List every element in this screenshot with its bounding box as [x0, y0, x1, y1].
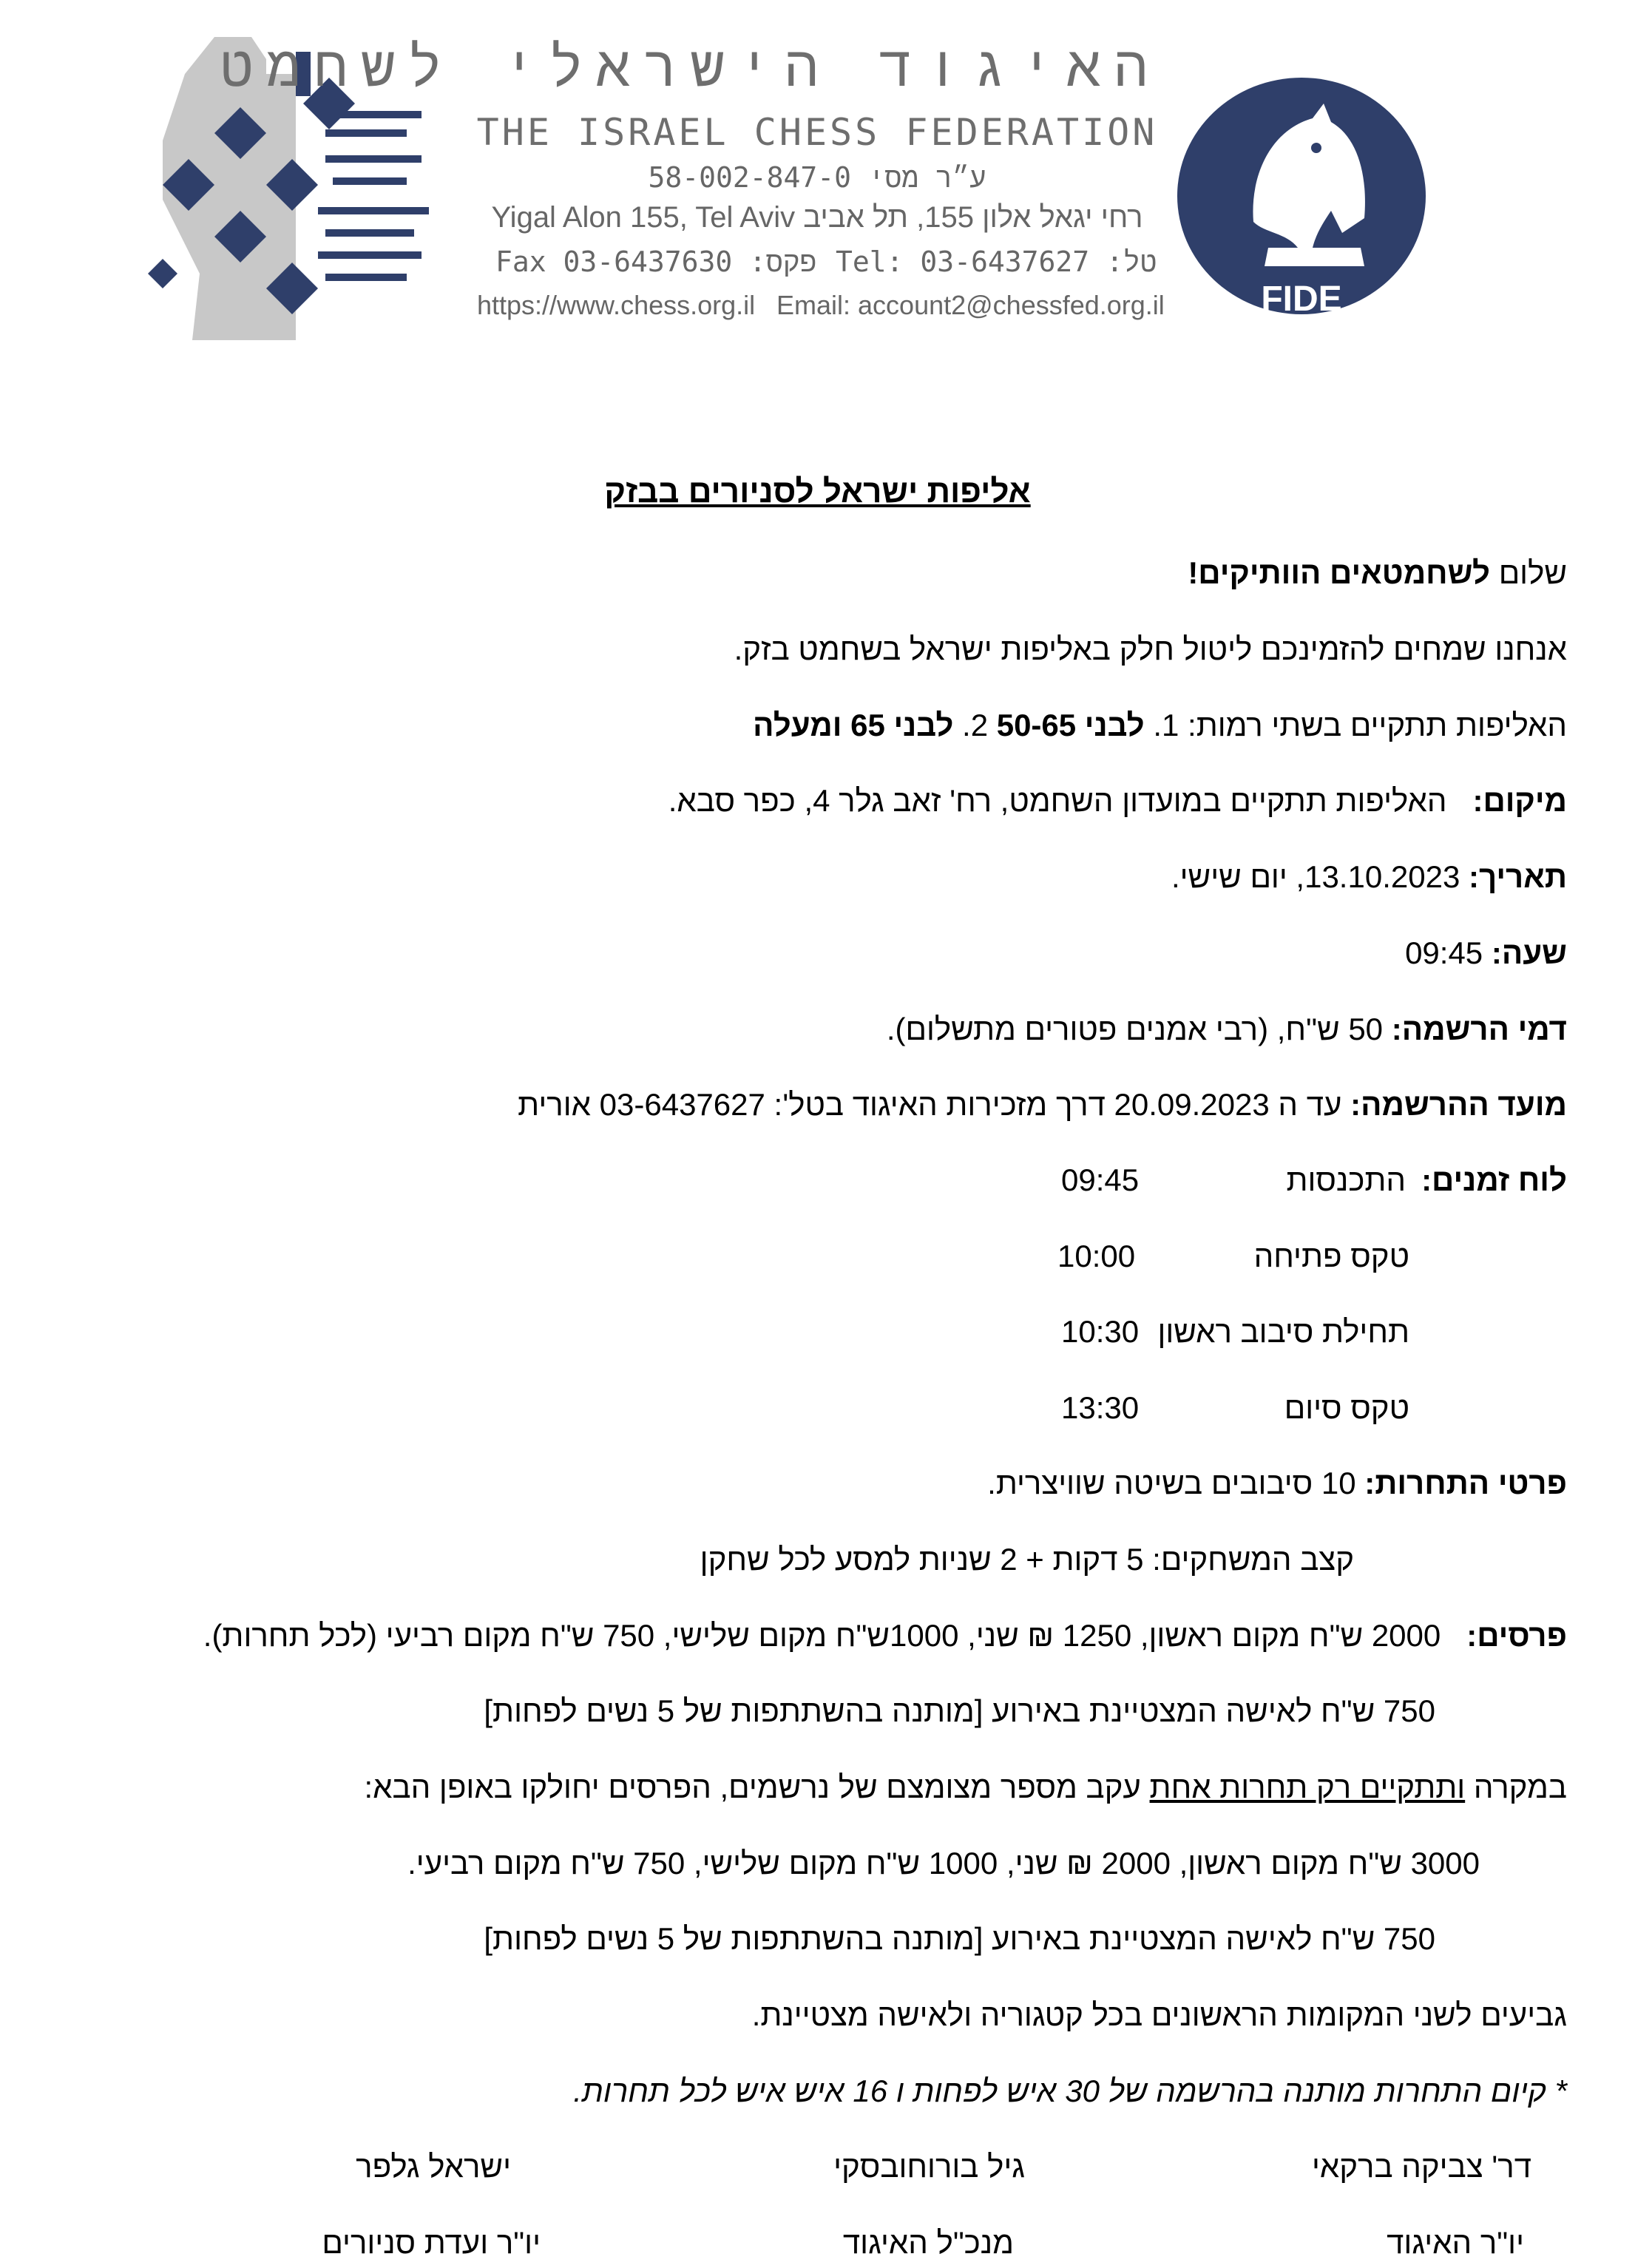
date-text: 13.10.2023, יום שישי.: [1171, 859, 1460, 894]
fide-logo: [1176, 63, 1427, 329]
location-line: [668, 780, 1567, 822]
levels-mid: 2.: [962, 708, 989, 742]
prizes-line: [203, 1615, 1567, 1656]
details-line: [987, 1463, 1567, 1504]
single-suffix: עקב מספר מצומצם של נרשמים, הפרסים יחולקו באופן הבא:: [364, 1770, 1141, 1804]
single-prizes-line: 3000 ש"ח מקום ראשון, 2000 ₪ שני, 1000 ש"ח מקום שלישי, 750 ש"ח מקום רביעי.: [407, 1846, 1480, 1881]
schedule-event: טקס פתיחה: [1253, 1239, 1409, 1273]
levels-line: [753, 705, 1567, 746]
header-title-hebrew: האיגוד הישראלי לשחמט: [220, 33, 1161, 99]
details-label: פרטי התחרות:: [1364, 1466, 1567, 1500]
schedule-row: [1421, 1160, 1567, 1201]
schedule-event: תחילת סיבוב ראשון: [1157, 1314, 1409, 1349]
fide-logo-text: FIDE: [1261, 280, 1342, 319]
deadline-text: עד ה 20.09.2023 דרך מזכירות האיגוד בטל': 03-6437627 אורית: [518, 1087, 1342, 1122]
letterhead: [0, 0, 1635, 355]
signature-role: יו"ר ועדת סניורים: [322, 2225, 541, 2260]
level-2: לבני 65 ומעלה: [753, 708, 954, 742]
signature-role: יו"ר האיגוד: [1387, 2225, 1524, 2260]
deadline-label: מועד ההרשמה:: [1350, 1087, 1567, 1122]
header-fax: Fax 03-6437630 :פקס: [495, 246, 817, 278]
level-1: לבני 50-65: [996, 708, 1145, 742]
schedule-time: 09:45: [1061, 1162, 1140, 1197]
greeting-line: [1188, 552, 1567, 594]
location-text: האליפות תתקיים במועדון השחמט, רח' זאב גלר 4, כפר סבא.: [668, 783, 1447, 818]
single-competition-line: [364, 1767, 1567, 1808]
schedule-event: התכנסות: [1286, 1162, 1406, 1197]
levels-prefix: האליפות תתקיים בשתי רמות: 1.: [1153, 708, 1567, 742]
signature-name: גיל בורוחובסקי: [833, 2149, 1025, 2184]
header-amuta-number: ע״ר מסי 58-002-847-0: [648, 161, 986, 194]
single-prefix: במקרה: [1473, 1770, 1567, 1804]
details-text: 10 סיבובים בשיטה שוויצרית.: [987, 1466, 1356, 1500]
schedule-time: 10:30: [1061, 1314, 1140, 1349]
fee-text: 50 ש"ח, (רבי אמנים פטורים מתשלום).: [886, 1012, 1384, 1046]
invitation-line: אנחנו שמחים להזמינכם ליטול חלק באליפות ישראל בשחמט בזק.: [734, 632, 1567, 666]
greeting-bold: לשחמטאים הוותיקים!: [1188, 555, 1491, 590]
fee-label: דמי הרשמה:: [1391, 1012, 1567, 1046]
woman-prize-line-2: 750 ש"ח לאישה המצטיינת באירוע [מותנה בהשתתפות של 5 נשים לפחות]: [484, 1921, 1435, 1956]
header-tel: Tel: 03-6437627 :טל: [836, 246, 1157, 278]
schedule-time: 10:00: [1057, 1239, 1136, 1273]
fee-line: [887, 1009, 1567, 1050]
location-label: מיקום:: [1472, 783, 1567, 818]
date-line: [1171, 856, 1567, 898]
signature-role: מנכ"ל האיגוד: [842, 2225, 1014, 2260]
header-title-english: THE ISRAEL CHESS FEDERATION: [476, 111, 1158, 154]
deadline-line: [518, 1084, 1567, 1125]
prizes-text: 2000 ש"ח מקום ראשון, 1250 ₪ שני, 1000ש"ח מקום שלישי, 750 ש"ח מקום רביעי (לכל תחרות).: [203, 1618, 1441, 1653]
time-label: שעה:: [1491, 935, 1567, 970]
schedule-event: טקס סיום: [1284, 1390, 1409, 1425]
schedule-time: 13:30: [1061, 1390, 1140, 1425]
schedule-label: לוח זמנים:: [1421, 1162, 1567, 1197]
signature-name: דר' צביקה ברקאי: [1312, 2149, 1531, 2184]
document-title: אליפות ישראל לסניורים בבזק: [604, 473, 1031, 510]
note-line: * קיום התחרות מותנה בהרשמה של 30 איש לפחות ו 16 איש איש לכל תחרות.: [573, 2074, 1567, 2108]
greeting-prefix: שלום: [1498, 555, 1567, 590]
single-underlined: ותתקיים רק תחרות אחת: [1149, 1770, 1466, 1804]
header-email[interactable]: Email: account2@chessfed.org.il: [776, 290, 1165, 320]
time-line: [1405, 932, 1567, 974]
prizes-label: פרסים:: [1466, 1618, 1567, 1653]
date-label: תאריך:: [1468, 859, 1567, 894]
woman-prize-line: 750 ש"ח לאישה המצטיינת באירוע [מותנה בהשתתפות של 5 נשים לפחות]: [484, 1693, 1435, 1728]
header-address: Yigal Alon 155, Tel Aviv רחי יגאל אלון 155, תל אביב: [491, 201, 1143, 234]
header-website[interactable]: https://www.chess.org.il: [477, 290, 756, 320]
pace-line: קצב המשחקים: 5 דקות + 2 שניות למסע לכל שחקן: [700, 1542, 1354, 1577]
trophies-line: גביעים לשני המקומות הראשונים בכל קטגוריה ולאישה מצטיינת.: [751, 1997, 1567, 2032]
signature-name: ישראל גלפר: [356, 2149, 511, 2184]
time-text: 09:45: [1405, 935, 1483, 970]
